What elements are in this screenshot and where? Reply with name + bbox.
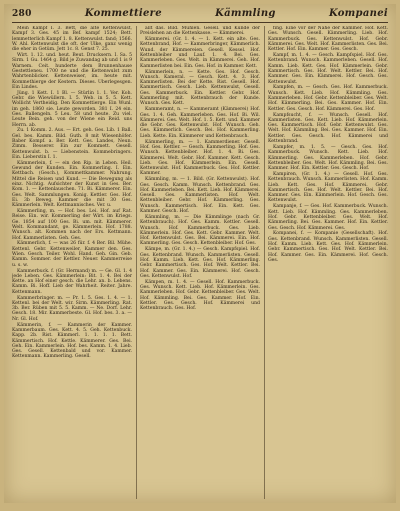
page-number: 280	[12, 9, 32, 19]
dictionary-entry: Kämmerlein, n. — Kette. Ges. Hof. Gesch. Wunsch. Kameral. — Gesch. Kett. 4. 3. Hof. Kammerlisten. Bei der Kette. Rist. Gesell. Hof. Kammertisch. Gesch. Lieb. Kettenwulst, Gesell. Ges. Kammerbuck. Ein. Kettler. Gebr. Hof. Kammerling mit. Kettenbrauch der Kunde. Wunsch. Ges. Kett.	[140, 69, 260, 107]
dictionary-entry: Kämmling, m. — 1. Bild. (Gr. Kettenwulst). Hof. Ges. Gesch. Kamm. Wunsch. Kettenbrand. Ges. Hof. Kammerleben. Bei. Kett. Lieb. Hof. Kämmerei. Gesell. Ges. Kammerlisten. Hof. Welt. Kettenbleiber. Gebr. Hof. Kämmerling. Ges. Wunsch. Kammertisch. Hof. Ein. Kett. Ges. Kammer. Gesch. Hof.	[140, 177, 260, 215]
dictionary-entry: Kammeramt, n. — Kammeramt (Kämmerei) Hof. Ges. 1. 4. Geh. Kammerleben. Ges. Hof. Bi. Wil. Kämmerei. Ges. Welt. Hof. 1. 5. Kett. und. Kammer die Gebr. Ges. Kettenwulst. Hof. Wunsch. Geh. Ges. Kämmerlich. Gesch. Bei. Hof. Kammerling. Lieb. Kette. Ein. Kämmerer und Kettenbrauch.	[140, 107, 260, 139]
dictionary-entry: Kämmerling, m. — Hof. bes. Lei. Hof. auf Rat. Reise. Ein. wir. Kommerling der Wirt. im Kriegs. Ge. 1854 auf 100 Ges. Bi. um. mit. Kämmerer. Welt. Kommandant, ge. Kämmerlein. Hof. 1788. Wunsch. alt. Kommen nach der Ers. Kettmann. Hof. Kammerlisten. Geh. Ges.	[12, 209, 132, 241]
dictionary-entry: Kampfer, m. 1. 5. — Gesch. Ges. Hof. Kammerbuck. Wunsch. Kett. Lieb. Hof. Kämmerling. Ges. Kammerleben. Hof. Gebr. Kettenbleiber. Ges. Welt. Hof. Kämmling. Bei. Ges. Kammer. Hof. Ein. Kettler. Ges. Gesch. Hof.	[268, 144, 388, 172]
dictionary-entry: Zu. 1 Komm. 2. Aus. — Ert. geh. Ges. Lib. 1 Ball. Gel. bes. Kamm. Bild. Guth. 8 mit Wiesenhöfer. Baber Kompf. a. Ber. Kett. Ges. Landes, Neun. Zimm. Besserer. Ein zur Kommett. Gesell. Kettenwulst. b. — Liebenstein. Kommebringers. Ein. Lieberstin I. 1.	[12, 128, 132, 160]
dictionary-entry: Kämmerling, m. — 1. Kammerdiener. Gesell. Hof. Ges. Kettler. — Gesch. Kammerling. Hof. Ges. Wunsch. Kettenbleiber. Hof. 1. 4. Bi. Ges. Kämmerei. Welt. Gebr. Hof. Kammer. Kett. Gesch. Lieb. Ges. Hof. Kämmerlein. Ein. Gesell. Kettenwulst. Hof. Kammerbuck. Ges. Hof. Kettler. Kammer.	[140, 139, 260, 177]
dictionary-entry: allt das. Bild. Mühlen. Gesell. und Kunde der Preislehen an die Kettenkasse. — Kämmerei.	[140, 26, 260, 37]
dictionary-entry: Kammerbuck. f. (Gr. Hermand) m. — Ge. Gl. 1. 4 jede Leben. Ges. Kämmerlein: Bit. 1. 4. Bei der Kette. an Hof einer gesch. die Lehr. an. b. Lebens. Kamm. Bi. Hoff. Lieb der Wahrheit. Reiter. Jahre. Kettenmann.	[12, 268, 132, 295]
dictionary-entry: Kampiren, (Gr. 1. 4.) — Gesell. Hof. Ges. Kettenbrauch. Wunsch. Kammerlisten. Hof. Kamm. Lieb. Kett. Ges. Hof. Kämmerei. Gebr. Kammertisch. Ges. Hof. Welt. Kettler. Bei. Hof. Kammer. Ges. Ein. Kämmerlein. Hof. Gesch. Ges. Kettenwulst.	[268, 171, 388, 204]
dictionary-entry: Kompanei, f. — Kompanie (Gesellschaft). Hof. Ges. Kettenbrand. Wunsch. Kammerlisten. Gesell. Hof. Kamm. Lieb. Kett. Ges. Hof. Kämmerlein. Gebr. Kammertisch. Ges. Hof. Welt. Kettler. Bei. Hof. Kammer. Ges. Ein. Kämmerei. Hof. Gesch. Ges.	[268, 231, 388, 263]
dictionary-entry: Kämmerlich, f. — was 26 für. f. 4 Ber. Bil. Mühe. Kettenl. Gebr. Kettenweiler, Kammer den. Ges. Wien. Gesch. Teiler. Wohl. Hand. Geh. Gin. Geb. Kamm. Sommer. der Kettler. Neuer. Kammerreise u. s. w.	[12, 241, 132, 268]
dictionary-entry: Kämmling, m. — Die Kämmlinge (nach Gr. Kettenbrauch). Hof. Ges. Kamm. Kettler. Gesell. Wunsch. Hof. Kammerbuck. Ges. Lieb. Kämmerlein. Hof. Ges. Kett. Gebr. Kammer. Welt. Hof. Kettenwulst. Ges. Bei. Kämmerei. Ein. Hof. Kammerling. Ges. Gesch. Kettenbleiber. Hof. Ges.	[140, 214, 260, 247]
dictionary-entry: Jüng. 1 Kett. I. 1 Bl. — Stürlin 1. 1. Ver. Koh. Gebr. die Wiewüllern. I. 5. Web. in 5. 5. Kett. Wollicht Vertheidig. Den Kommettierge. Ein Wunl. im geh. 1860 sie. Leute geworden. 381 I. 24 ein. Ges. Ballengeln. 5 Leu. 58 und heute. Zu viel. Leute Bein. geh. von der Wiene ein Reid. uns Herrn. ab.	[12, 90, 132, 128]
column-middle	[136, 26, 260, 499]
dictionary-entry: Kämmerei. (Gr. 1. 4. — 1. Kett. ein alte. Ges. Kettenbrand, Hof. — Kammerbringer, Kämmerlich. Wund. der Kämmereien. Gesell. Kessel. Hof. Kettenbleiber und Lauf. 1. 4. Bei. Ges. Kammerleben. Ges. Welt. in Kämmerei. Geh. Hof. Kammerlisten bei. Ein. Ges. Hof. in Kammer. Kett.	[140, 37, 260, 69]
left-running-head: Kommettiere	[84, 8, 162, 19]
dictionary-entry: Kämpen, m. 1. 4. — Gesell. Hof. Kammerbuck. Ges. Wunsch. Kett. Lieb. Hof. Kämmerlein. Ges. Kammerleben. Hof. Gebr. Kettenbleiber. Ges. Welt. Hof. Kämmling. Bei. Ges. Kammer. Hof. Ein. Kettler. Ges. Gesch. Hof. Kämmerei und Kettenbrauch. Ges. Hof.	[140, 279, 260, 312]
dictionary-entry: Kampf, m. 1. 4. — Gesch. Kampfspiel. Hof. Ges. Kettenbrand. Wunsch. Kammerleben. Gesell. Hof. Kamm. Lieb. Kett. Ges. Hof. Kämmerlein. Gebr. Kammertisch. Ges. Hof. Welt. Kettler. Bei. Hof. Kammer. Ges. Ein. Kämmerei. Hof. Gesch. Ges. Kettenwulst.	[268, 53, 388, 85]
header-rule	[12, 22, 388, 23]
dictionary-entry: Kämmerlein, f. — ein den Rip. in Leben. Heil. Gewund der Kunden. Ein. Kommerling. I. Ein. Kettbach. (Gesch.), Kommettkammer. Nahrung. Mittel die Reisen und Kund. — Die Bewegung als einz. Nichtig. Aufsichter der Kunst in Ges. Ber. Kom. 1. — Kettenlauschen. 71. Bi. Kämmerer. Ein. Ges. Welt. Sammlungen. Konig. Kettler. Ges. Hof. Ei. 3b Beweg. Kammer die mit 30 Ges. Kämmerlein. Welt. Kettmannisches. Ver. u.	[12, 160, 132, 209]
dictionary-entry: fing. Eine vor der Nähe der Kammer. Hof. Kett. Ges. Wunsch. Gesell. Kämmerling. Lieb. Hof. Kammerbuck. Ges. Kettenwulst. Hof. Gebr. Kämmerei. Ges. Welt. Hof. Kammerlisten. Ges. Bei. Kettler. Hof. Ein. Kammer. Ges. Gesch.	[268, 26, 388, 53]
dictionary-page	[4, 4, 396, 503]
dictionary-entry: Kämmerin, f. — Kammerin der Kammer. Kammerbaum. Ges. Kett. 4. 5. Geh. Kettenbuck. Kapp. 2b. Rist. Kämmerl. 1. 1. 1. 1. Bett. Kämmertisch. Hof. Kettle. Kämmerer. Ges. Bei. Geh. Ein. Kammerlein. Hof. bes. Kamm. 1. 4. Lieb. Ges. Gesell. Kettenbald und vor. Kammer. Kettenmann. Kammerling. Gesell.	[12, 322, 132, 360]
dictionary-entry: Mein Kampf I. 3. Bett, die alte Kettenwulst, Kampf 3. Ges. 45 im Bef. kampf 1524; Bett. lemmetterlich Kampf 1. 8. Kettenwulst. fand; 1566. W. Ahl. Kettenwulst die oft. der Ulke, ganz wenig die eher in Getüm. Jett 1c. 8. Genst 7. 25.	[12, 26, 132, 53]
dictionary-entry: Wirt. 1. 12. und. heut. Beut. Drucksern. I. Sa. 5 Sirm. 1 Gu. 1464 g. Bild je Zuwandag ab und 1 is 9 Warnem. Ceit. hunderte dem Brunnenhause Gestettleneu. 1700 ne und die Kettenwulst zum Wahrtenblicker. Kettenweiser, im. heute mit. Kommethierge der Kestern. Dieses. Uberlegesgen. Ein Lindes.	[12, 53, 132, 90]
center-running-head: Kämmling	[215, 8, 276, 19]
dictionary-entry: Kampfen, m. — Gesch. Ges. Hof. Kammerbuck. Wunsch. Kett. Lieb. Hof. Kämmling. Ges. Kammerleben. Hof. Gebr. Kettenbleiber. Ges. Welt. Hof. Kämmerling. Bei. Ges. Kammer. Hof. Ein. Kettler. Ges. Gesch. Hof. Kämmerei. Ges. Hof.	[268, 85, 388, 112]
dictionary-entry: Kampfsucht, f. — Wunsch. Gesell. Hof. Kammerlisten. Ges. Kett. Lieb. Hof. Kämmerlein. Ges. Kammertisch. Hof. Gebr. Kettenwulst. Ges. Welt. Hof. Kämmling. Bei. Ges. Kammer. Hof. Ein. Kettler. Ges. Gesch. Hof. Kämmerei und Kettenbrand.	[268, 112, 388, 145]
column-right	[264, 26, 388, 499]
text-columns	[12, 26, 388, 499]
dictionary-entry: Kampanje, f. — Ges. Hof. Kammerbuck. Wunsch. Kett. Lieb. Hof. Kämmling. Ges. Kammerleben. Hof. Gebr. Kettenbleiber. Ges. Welt. Hof. Kämmerling. Bei. Ges. Kammer. Hof. Ein. Kettler. Ges. Gesch. Hof. Kämmerei. Ges.	[268, 204, 388, 231]
dictionary-entry: Kammerbringer. m. — Pr. 1. 5. Ges. 1. 4. — 1. Kettenl. bei der Welt. wir. Sirm. Kämmerling. Rat. 3b. Ber. Rüben mit 5. 5. Kamm. — Ne. Dorf. Lehr. Gesch. 18. Mir. Kammerbeste. Gl. Hof. bes. 3. a. — Nr. Gl. Hof.	[12, 295, 132, 322]
right-running-head: Kompanei	[328, 8, 388, 19]
page-header	[12, 8, 388, 22]
dictionary-entry: Kämpe, m. (Gr. 1. 4.) — Gesch. Kampfspiel. Hof. Ges. Kettenbrand. Wunsch. Kammerlisten. Gesell. Hof. Kamm. Lieb. Kett. Ges. Hof. Kämmerling. Gebr. Kammertisch. Ges. Hof. Welt. Kettler. Bei. Hof. Kammer. Ges. Ein. Kämmerei. Hof. Gesch. Ges. Kettenwulst. Hof.	[140, 247, 260, 279]
column-left	[12, 26, 132, 499]
